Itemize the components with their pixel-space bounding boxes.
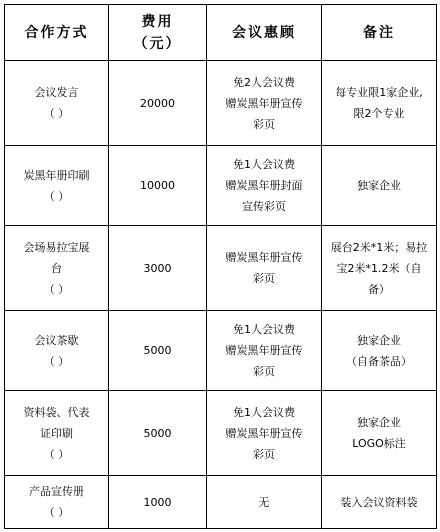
fill-in-blank[interactable]: （ ）	[43, 189, 70, 203]
benefit-text: 彩页	[253, 365, 275, 378]
cell-fee	[109, 391, 207, 476]
note-text: （自备茶品）	[346, 354, 412, 368]
cell-mode	[5, 476, 109, 529]
benefit-text: 赠炭黑年册宣传	[225, 251, 303, 264]
header-fee	[109, 5, 207, 61]
note-text: 展台2米*1米；易拉	[330, 240, 428, 254]
fee-value: 5000	[143, 426, 172, 440]
note-text: 独家企业	[357, 416, 401, 429]
note-text: 每专业限1家企业,	[335, 86, 423, 99]
cell-benefit	[207, 61, 322, 146]
cell-mode	[5, 226, 109, 311]
cell-fee	[109, 146, 207, 226]
header-note: 备注	[322, 5, 437, 61]
header-benefit: 会议惠顾	[207, 5, 322, 61]
mode-text: 资料袋、代表	[23, 405, 90, 419]
benefit-text: 赠炭黑年册封面	[225, 179, 303, 192]
cell-fee	[109, 61, 207, 146]
cell-benefit	[207, 476, 322, 529]
benefit-text: 宣传彩页	[242, 200, 286, 213]
header-fee-line2: （元）	[133, 35, 182, 52]
note-text: 备）	[368, 282, 390, 296]
fill-in-blank[interactable]: （ ）	[43, 447, 70, 461]
benefit-text: 赠炭黑年册宣传	[225, 96, 303, 110]
cell-fee	[109, 476, 207, 529]
mode-text: 证印刷	[40, 426, 73, 440]
cell-mode	[5, 391, 109, 476]
cell-mode	[5, 146, 109, 226]
mode-text: 台	[51, 261, 62, 275]
fee-value: 1000	[143, 495, 172, 509]
cell-note	[322, 476, 437, 529]
mode-text: 产品宣传册	[29, 485, 84, 498]
table-row	[5, 226, 437, 311]
table-row	[5, 311, 437, 391]
cell-mode	[5, 61, 109, 146]
mode-text: 会场易拉宝展	[23, 240, 90, 254]
note-text: 独家企业	[357, 179, 401, 192]
table-row	[5, 146, 437, 226]
benefit-text: 彩页	[253, 272, 275, 285]
benefit-text: 彩页	[253, 447, 275, 461]
mode-text: 会议茶歇	[34, 333, 79, 347]
mode-text: 炭黑年册印刷	[23, 168, 90, 182]
mode-text: 会议发言	[34, 86, 79, 99]
fill-in-blank[interactable]: （ ）	[43, 354, 70, 368]
benefit-text: 赠炭黑年册宣传	[225, 426, 303, 440]
benefit-text: 赠炭黑年册宣传	[225, 344, 303, 357]
cell-fee	[109, 226, 207, 311]
table-row	[5, 476, 437, 529]
header-mode: 合作方式	[5, 5, 109, 61]
note-text: LOGO标注	[352, 437, 406, 450]
fee-value: 5000	[143, 344, 172, 357]
benefit-text: 免1人会议费	[233, 405, 295, 419]
cell-fee	[109, 311, 207, 391]
table-row	[5, 391, 437, 476]
cell-benefit	[207, 391, 322, 476]
cell-benefit	[207, 311, 322, 391]
fill-in-blank[interactable]: （ ）	[43, 506, 70, 519]
benefit-text: 无	[258, 495, 270, 509]
header-fee-line1: 费用	[141, 13, 174, 30]
note-text: 装入会议资料袋	[340, 495, 418, 509]
cell-mode	[5, 311, 109, 391]
benefit-text: 彩页	[253, 117, 275, 131]
cell-note	[322, 146, 437, 226]
benefit-text: 免1人会议费	[233, 158, 295, 171]
note-text: 宝2米*1.2米（自	[336, 261, 422, 275]
cell-note	[322, 311, 437, 391]
fee-value: 3000	[143, 261, 172, 275]
fee-value: 10000	[140, 179, 175, 192]
note-text: 独家企业	[357, 333, 401, 347]
fill-in-blank[interactable]: （ ）	[43, 107, 70, 120]
sponsorship-table	[4, 4, 437, 529]
benefit-text: 免1人会议费	[233, 323, 295, 336]
fee-value: 20000	[140, 96, 175, 110]
cell-benefit	[207, 146, 322, 226]
fill-in-blank[interactable]: （ ）	[43, 282, 70, 296]
cell-note	[322, 391, 437, 476]
note-text: 限2个专业	[353, 107, 405, 120]
table-row	[5, 61, 437, 146]
cell-benefit	[207, 226, 322, 311]
cell-note	[322, 226, 437, 311]
table-body	[5, 61, 437, 529]
cell-note	[322, 61, 437, 146]
benefit-text: 免2人会议费	[233, 75, 295, 89]
header-row	[5, 5, 437, 61]
